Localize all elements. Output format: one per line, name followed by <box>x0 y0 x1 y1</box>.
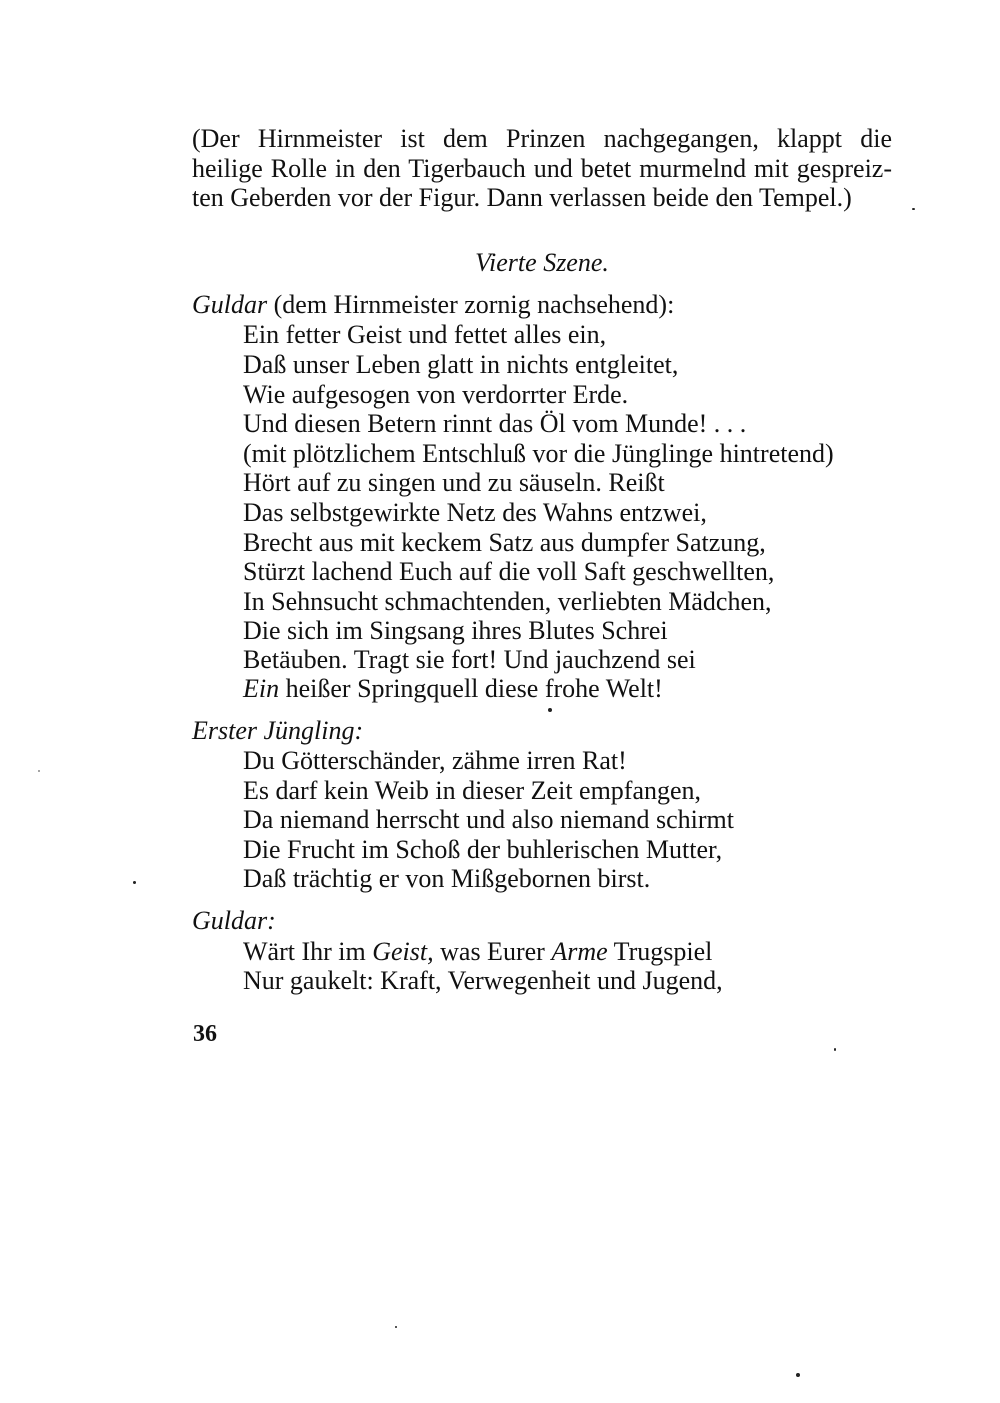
verse-line: Es darf kein Weib in dieser Zeit empfangen, <box>243 776 702 805</box>
verse-line: Da niemand herrscht und also niemand schirmt <box>243 805 734 834</box>
verse-text: Trugspiel <box>607 937 713 966</box>
scan-speck <box>796 1373 800 1377</box>
emphasis-word: Arme <box>551 937 608 966</box>
verse-line <box>243 674 663 704</box>
verse-line: Du Götterschänder, zähme irren Rat! <box>243 746 627 775</box>
stage-direction-line-3: ten Geberden vor der Figur. Dann verlassen beide den Tempel.) <box>192 183 852 212</box>
verse-text: Wärt Ihr im <box>243 937 373 966</box>
verse-line: Wie aufgesogen von verdorrter Erde. <box>243 380 629 409</box>
verse-line: Stürzt lachend Euch auf die voll Saft geschwellten, <box>243 557 775 586</box>
speaker-name: Guldar: <box>192 906 276 935</box>
stage-direction-line-2: heilige Rolle in den Tigerbauch und betet murmelnd mit gespreiz- <box>192 154 892 183</box>
scan-speck <box>133 881 136 884</box>
verse-line: Nur gaukelt: Kraft, Verwegenheit und Jugend, <box>243 966 723 995</box>
verse-line: Und diesen Betern rinnt das Öl vom Munde! . . . <box>243 409 747 438</box>
verse-text: was Eurer <box>433 937 552 966</box>
scan-speck <box>395 1326 397 1328</box>
verse-line <box>243 937 712 967</box>
verse-line: Die Frucht im Schoß der buhlerischen Mutter, <box>243 835 723 864</box>
page-number: 36 <box>193 1021 217 1047</box>
stage-direction-inline: (dem Hirnmeister zornig nachsehend): <box>267 290 675 319</box>
verse-line: Daß trächtig er von Mißgebornen birst. <box>243 864 651 893</box>
scene-heading: Vierte Szene. <box>475 248 609 277</box>
verse-line: Das selbstgewirkte Netz des Wahns entzwei, <box>243 498 707 527</box>
verse-line: Brecht aus mit keckem Satz aus dumpfer Satzung, <box>243 528 766 557</box>
verse-line: Daß unser Leben glatt in nichts entgleitet, <box>243 350 679 379</box>
verse-line: Hört auf zu singen und zu säuseln. Reißt <box>243 468 665 497</box>
verse-line: Ein fetter Geist und fettet alles ein, <box>243 320 607 349</box>
scan-speck <box>38 770 40 772</box>
emphasis-word: Geist, <box>372 937 434 966</box>
stage-direction-line-1: (Der Hirnmeister ist dem Prinzen nachgegangen, klappt die <box>192 124 892 153</box>
speaker-line-guldar <box>192 290 674 320</box>
scan-speck <box>912 208 915 210</box>
verse-line: Betäuben. Tragt sie fort! Und jauchzend sei <box>243 645 696 674</box>
scan-speck <box>834 1048 836 1051</box>
emphasis-word: Ein <box>243 674 280 703</box>
scan-speck <box>548 708 552 712</box>
speaker-name: Guldar <box>192 290 268 319</box>
verse-line: In Sehnsucht schmachtenden, verliebten Mädchen, <box>243 587 772 616</box>
verse-line: Die sich im Singsang ihres Blutes Schrei <box>243 616 668 645</box>
speaker-name: Erster Jüngling: <box>192 716 364 745</box>
verse-stage-direction: (mit plötzlichem Entschluß vor die Jünglinge hintretend) <box>243 439 834 468</box>
verse-line-rest: heißer Springquell diese frohe Welt! <box>279 674 663 703</box>
